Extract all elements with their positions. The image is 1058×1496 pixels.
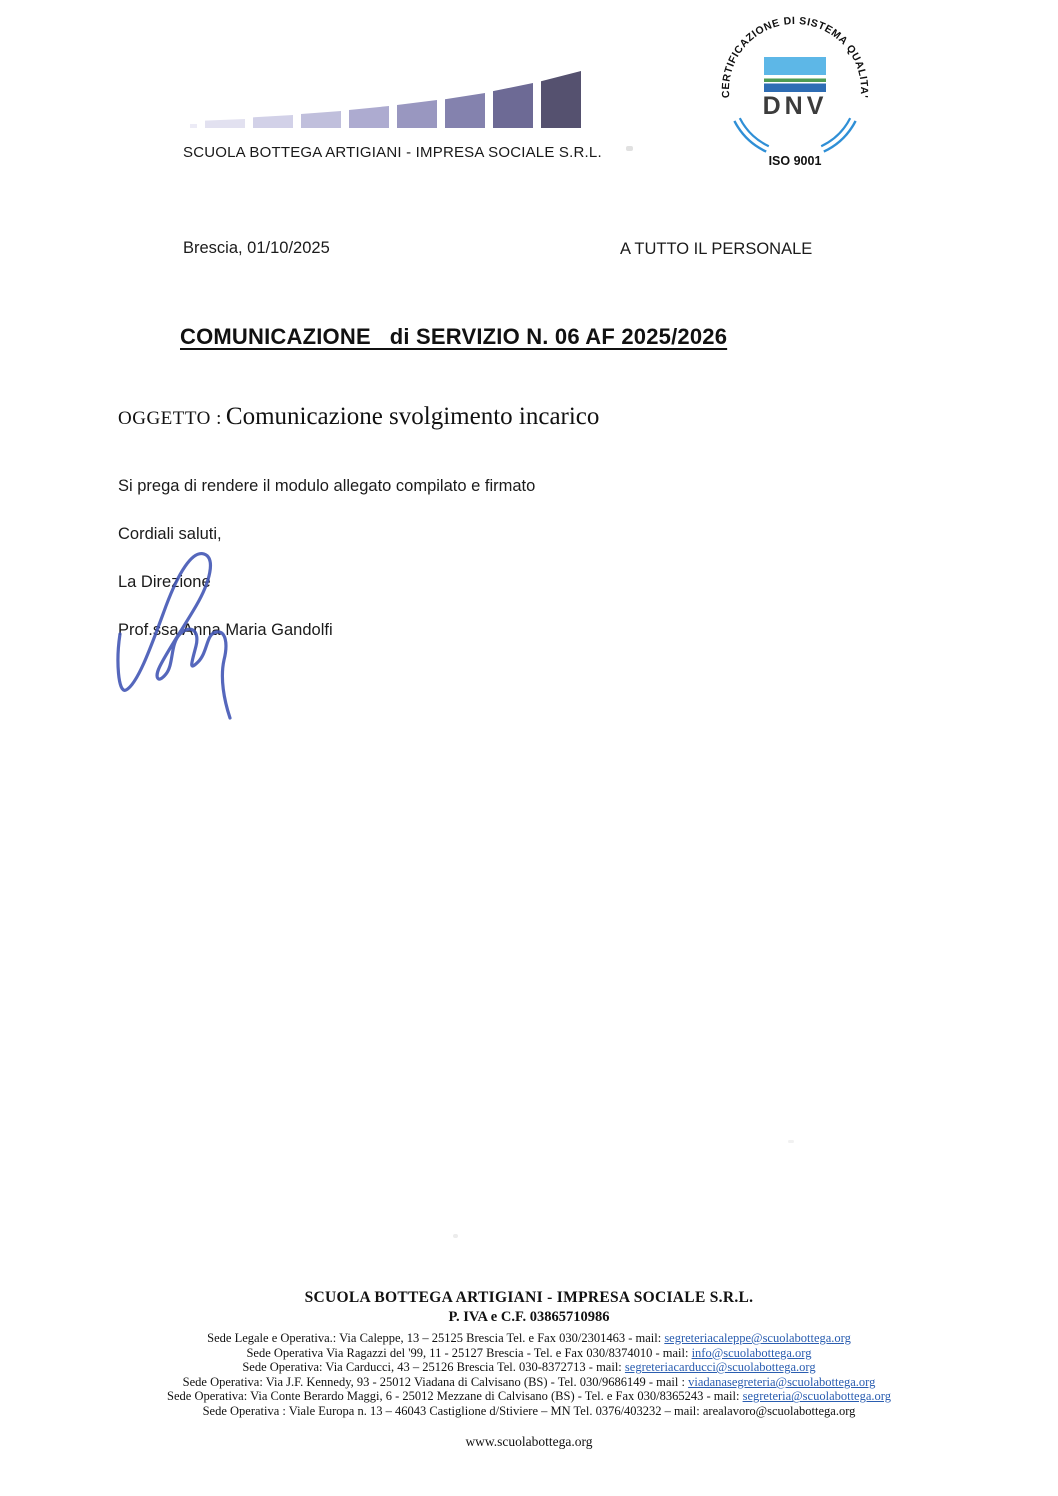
subject-text: Comunicazione svolgimento incarico [225,403,600,430]
seal-blue-band [764,84,826,93]
subject-label: OGGETTO : [118,408,222,429]
footer-address-line [0,1389,1058,1404]
seal-standard-text: ISO 9001 [768,154,822,168]
address-text: Sede Operativa Via Ragazzi del '99, 11 - 25127 Brescia - Tel. e Fax 030/8374010 - mail: [246,1345,692,1360]
body-text: Si prega di rendere il modulo allegato compilato e firmato [118,477,536,495]
addressee: A TUTTO IL PERSONALE [620,240,813,258]
scan-artifact [788,1140,794,1143]
footer-vat: P. IVA e C.F. 03865710986 [448,1309,610,1325]
address-text: Sede Operativa: Via J.F. Kennedy, 93 - 25012 Viadana di Calvisano (BS) - Tel. 030/9686149 - mail : [182,1374,689,1389]
footer-website: www.scuolabottega.org [465,1434,593,1449]
seal-brand-text: DNV [762,92,828,120]
footer-address-line [0,1346,1058,1361]
seal-arc-left-inner [740,118,769,146]
footer-addresses [0,1331,1058,1419]
company-name-header: SCUOLA BOTTEGA ARTIGIANI - IMPRESA SOCIALE S.R.L. [183,144,602,161]
scan-artifact [626,146,633,151]
signer-role: La Direzione [118,573,211,591]
subject-line [118,403,599,431]
company-logo-bars-icon [190,68,590,128]
seal-lightblue-band [764,57,826,75]
address-text: Sede Legale e Operativa.: Via Caleppe, 13 – 25125 Brescia Tel. e Fax 030/2301463 - mail: [207,1331,665,1345]
seal-arc-right-outer [824,121,856,152]
seal-arc-left-outer [734,121,766,152]
dnv-iso9001-seal-icon [710,12,880,172]
email-link[interactable]: segreteria@scuolabottega.org [742,1389,891,1404]
footer-address-line [0,1360,1058,1375]
email-link[interactable]: segreteriacaleppe@scuolabottega.org [664,1331,851,1345]
email-link[interactable]: segreteriacarducci@scuolabottega.org [624,1360,816,1375]
footer-company-name: SCUOLA BOTTEGA ARTIGIANI - IMPRESA SOCIALE S.R.L. [304,1289,754,1306]
place-date: Brescia, 01/10/2025 [183,239,330,257]
seal-arc-right-inner [821,118,850,146]
footer-address-line [0,1331,1058,1346]
email-link[interactable]: info@scuolabottega.org [691,1345,812,1360]
closing-text: Cordiali saluti, [118,525,222,543]
footer-address-line [0,1404,1058,1419]
address-text: Sede Operativa : Viale Europa n. 13 – 46043 Castiglione d/Stiviere – MN Tel. 0376/403232 – mail: arealavoro@scuolabottega.org [202,1403,856,1418]
email-link[interactable]: viadanasegreteria@scuolabottega.org [688,1374,876,1389]
signer-name: Prof.ssa Anna Maria Gandolfi [118,621,333,639]
footer-block [0,1289,1058,1419]
footer-address-line [0,1375,1058,1390]
scan-artifact [453,1234,458,1238]
address-text: Sede Operativa: Via Conte Berardo Maggi, 6 - 25012 Mezzane di Calvisano (BS) - Tel. e Fax 030/8365243 - mail: [167,1389,743,1404]
seal-green-band [764,79,826,83]
communication-title: COMUNICAZIONE di SERVIZIO N. 06 AF 2025/2026 [180,324,728,349]
seal-arc-text: CERTIFICAZIONE DI SISTEMA QUALITA' [719,14,871,99]
address-text: Sede Operativa: Via Carducci, 43 – 25126 Brescia Tel. 030-8372713 - mail: [242,1360,625,1375]
